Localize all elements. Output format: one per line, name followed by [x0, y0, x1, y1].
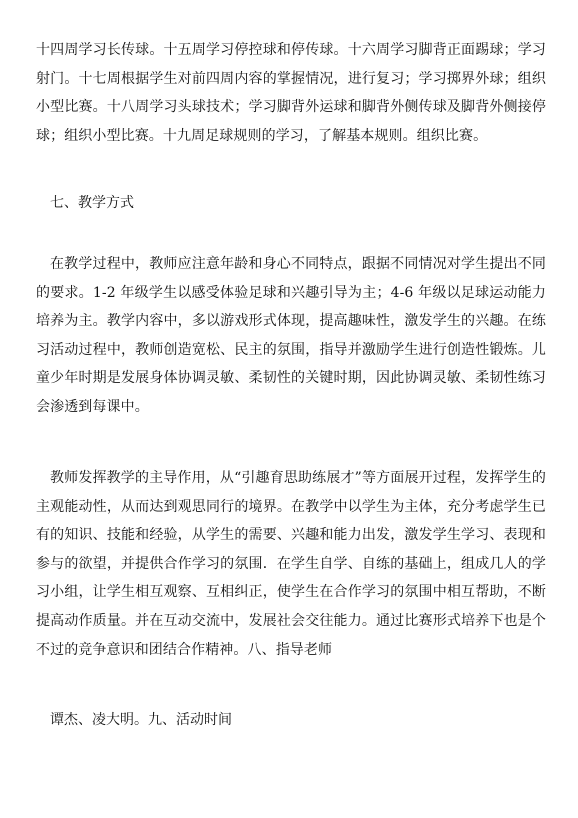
paragraph-teachers-and-time: 谭杰、凌大明。九、活动时间: [50, 712, 232, 728]
paragraph-teaching-process: 在教学过程中，教师应注意年龄和身心不同特点，跟据不同情况对学生提出不同的要求。1-2 年级学生以感受体验足球和兴趣引导为主；4-6 年级以足球运动能力培养为主。教学内容中，多以游戏形式体现，提高趣味性，激发学生的兴趣。在练习活动过程中，教师创造宽松、民主的氛围，指导并激励学生进行创造性锻炼。儿童少年时期是发展身体协调灵敏、柔韧性的关键时期，因此协调灵敏、柔韧性练习会渗透到每课中。: [36, 256, 546, 415]
section-heading-teaching-method: 七、教学方式: [50, 195, 134, 211]
paragraph-week-plan: 十四周学习长传球。十五周学习停控球和停传球。十六周学习脚背正面踢球；学习射门。十七周根据学生对前四周内容的掌握情况，进行复习；学习掷界外球；组织小型比赛。十八周学习头球技术；学习脚背外运球和脚背外侧传球及脚背外侧接停球；组织小型比赛。十九周足球规则的学习，了解基本规则。组织比赛。: [36, 42, 546, 144]
paragraph-teacher-role: 教师发挥教学的主导作用，从“引趣育思助练展才”等方面展开过程，发挥学生的主观能动性，从而达到观思同行的境界。在教学中以学生为主体，充分考虑学生已有的知识、技能和经验，从学生的需要、兴趣和能力出发，激发学生学习、表现和参与的欲望，并提供合作学习的氛围．在学生自学、自练的基础上，组成几人的学习小组，让学生相互观察、互相纠正，使学生在合作学习的氛围中相互帮助，不断提高动作质量。并在互动交流中，发展社会交往能力。通过比赛形式培养下也是个不过的竞争意识和团结合作精神。八、指导老师: [36, 470, 546, 658]
